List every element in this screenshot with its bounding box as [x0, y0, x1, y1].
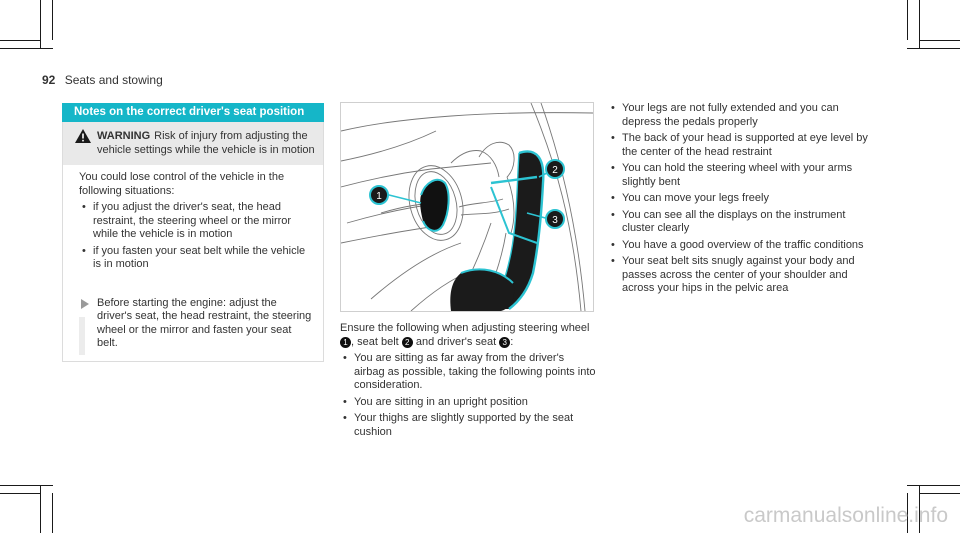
warning-text: Risk of injury from adjusting the vehicle settings while the vehicle is in motion [97, 130, 315, 156]
instructions-column [340, 322, 596, 442]
list-item: • You have a good overview of the traffic conditions [608, 239, 868, 253]
list-item: • Your thighs are slightly supported by the seat cushion [340, 412, 596, 439]
crop-mark [0, 493, 40, 494]
instructions-list [340, 352, 596, 439]
crop-mark [0, 48, 53, 49]
page-number: 92 [42, 73, 56, 87]
warning-label: WARNING [97, 130, 151, 142]
crop-mark [907, 0, 908, 40]
callout-2 [546, 160, 564, 178]
warning-block [63, 122, 323, 165]
notes-box [62, 122, 324, 362]
list-item: • You can see all the displays on the instrument cluster clearly [608, 209, 868, 236]
crop-mark [0, 40, 40, 41]
svg-text:3: 3 [552, 215, 558, 226]
callout-1 [370, 186, 388, 204]
intro-text: Ensure the following when adjusting steering wheel [340, 322, 590, 334]
list-item: • if you fasten your seat belt while the vehicle is in motion [79, 245, 313, 272]
warning-icon [75, 129, 91, 143]
warning-list [79, 201, 313, 272]
crop-mark [52, 493, 53, 533]
instructions-intro [340, 322, 596, 349]
crop-mark [52, 0, 53, 40]
page-header [42, 73, 163, 87]
section-title: Notes on the correct driver's seat position [62, 103, 324, 122]
driver-seat-drawing [341, 103, 593, 311]
more-instructions-list [608, 102, 868, 296]
list-item: • You are sitting as far away from the driver's airbag as possible, taking the following points into consideration. [340, 352, 596, 393]
crop-mark [920, 40, 960, 41]
watermark: carmanualsonline.info [743, 504, 948, 527]
warning-details [63, 165, 323, 283]
list-item: • You are sitting in an upright position [340, 396, 596, 410]
intro-text: and driver's seat [415, 335, 497, 348]
tip-block [63, 287, 323, 361]
callout-3 [546, 210, 564, 228]
tip-bar [79, 317, 85, 355]
crop-mark [907, 48, 960, 49]
intro-text: : [510, 335, 514, 348]
list-item: • The back of your head is supported at eye level by the center of the head restraint [608, 132, 868, 159]
tip-text: Before starting the engine: adjust the driver's seat, the head restraint, the steering wheel or the mirror and fasten your seat belt. [97, 296, 312, 349]
crop-mark [920, 493, 960, 494]
svg-text:1: 1 [376, 191, 382, 202]
play-arrow-icon [81, 299, 89, 309]
crop-mark [40, 485, 41, 533]
seat-position-illustration [340, 102, 594, 312]
list-item: • if you adjust the driver's seat, the head restraint, the steering wheel or the mirror while the vehicle is in motion [79, 201, 313, 242]
warning-intro: You could lose control of the vehicle in the following situations: [79, 171, 285, 197]
callout-badge-1: 1 [340, 337, 351, 348]
list-item: • You can move your legs freely [608, 192, 868, 206]
callout-badge-3: 3 [499, 337, 510, 348]
more-instructions-column [608, 102, 868, 299]
crop-mark [907, 485, 960, 486]
list-item: • Your seat belt sits snugly against your body and passes across the center of your shoulder and across your hips in the pelvic area [608, 255, 868, 296]
section-name: Seats and stowing [64, 73, 163, 87]
list-item: • You can hold the steering wheel with your arms slightly bent [608, 162, 868, 189]
crop-mark [0, 485, 53, 486]
intro-text: , seat belt [351, 335, 399, 348]
callout-badge-2: 2 [402, 337, 413, 348]
crop-mark [40, 0, 41, 48]
svg-text:2: 2 [552, 165, 558, 176]
list-item: • Your legs are not fully extended and you can depress the pedals properly [608, 102, 868, 129]
notes-panel [62, 103, 324, 362]
